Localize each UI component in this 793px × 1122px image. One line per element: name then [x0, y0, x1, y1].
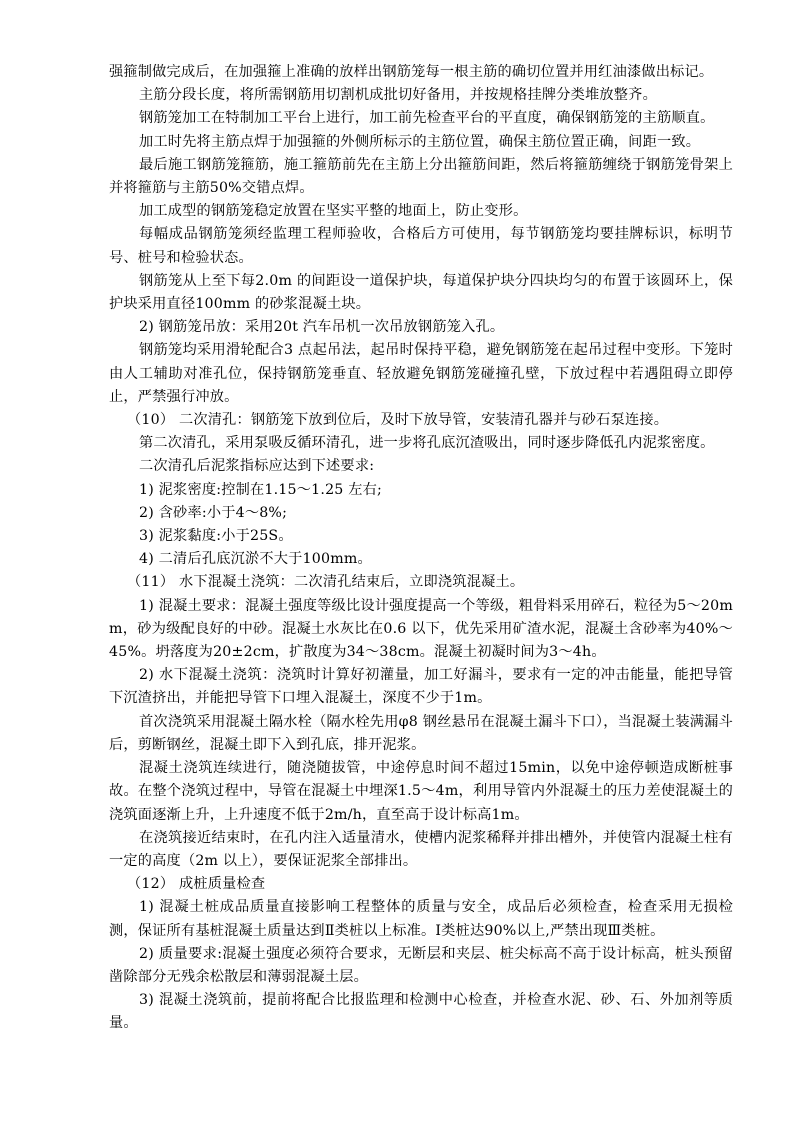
paragraph: 4) 二清后孔底沉淤不大于100mm。: [139, 551, 372, 568]
paragraph: 2) 质量要求:混凝土强度必须符合要求，无断层和夹层、桩尖标高不高于设计标高，桩头预留凿除部分无残余松散层和薄弱混凝土层。: [109, 945, 733, 985]
paragraph: 加工成型的钢筋笼稳定放置在坚实平整的地面上，防止变形。: [139, 203, 528, 220]
paragraph: 首次浇筑采用混凝土隔水栓（隔水栓先用φ8 钢丝悬吊在混凝土漏斗下口），当混凝土装满漏斗后，剪断钢丝，混凝土即下入到孔底，排开泥浆。: [109, 713, 733, 753]
paragraph: 钢筋笼加工在特制加工平台上进行，加工前先检查平台的平直度，确保钢筋笼的主筋顺直。: [139, 110, 715, 127]
paragraph: （10） 二次清孔：钢筋笼下放到位后，及时下放导管，安装清孔器并与砂石泵连接。: [127, 412, 669, 429]
paragraph: 2) 含砂率:小于4～8%;: [139, 504, 288, 521]
document-body: [109, 61, 733, 1036]
paragraph: 加工时先将主筋点焊于加强箍的外侧所标示的主筋位置，确保主筋位置正确，间距一致。: [139, 133, 701, 150]
paragraph: 强箍制做完成后，在加强箍上准确的放样出钢筋笼每一根主筋的确切位置并用红油漆做出标记。: [109, 64, 714, 80]
paragraph: 1) 混凝土要求：混凝土强度等级比设计强度提高一个等级，粗骨料采用碎石，粒径为5～20mm，砂为级配良好的中砂。混凝土水灰比在0.6 以下，优先采用矿渣水泥，混凝土含砂率为40%～45%。坍落度为20±2cm，扩散度为34～38cm。混凝土初凝时间为3～4h。: [109, 597, 733, 661]
paragraph: 第二次清孔，采用泵吸反循环清孔，进一步将孔底沉渣吸出，同时逐步降低孔内泥浆密度。: [139, 435, 715, 452]
paragraph: 2) 钢筋笼吊放：采用20t 汽车吊机一次吊放钢筋笼入孔。: [139, 319, 505, 336]
paragraph: 钢筋笼从上至下每2.0m 的间距设一道保护块，每道保护块分四块均匀的布置于该圆环上，保护块采用直径100mm 的砂浆混凝土块。: [109, 272, 733, 313]
paragraph: 1) 泥浆密度:控制在1.15～1.25 左右;: [139, 481, 382, 498]
paragraph: 钢筋笼均采用滑轮配合3 点起吊法，起吊时保持平稳，避免钢筋笼在起吊过程中变形。下笼时由人工辅助对准孔位，保持钢筋笼垂直、轻放避免钢筋笼碰撞孔壁，下放过程中若遇阻碍立即停止，严禁强行冲放。: [109, 342, 733, 405]
paragraph: 主筋分段长度，将所需钢筋用切割机成批切好备用，并按规格挂牌分类堆放整齐。: [139, 87, 657, 104]
paragraph: 最后施工钢筋笼箍筋，施工箍筋前先在主筋上分出箍筋间距，然后将箍筋缠绕于钢筋笼骨架上并将箍筋与主筋50%交错点焊。: [109, 156, 733, 197]
paragraph: 1) 混凝土桩成品质量直接影响工程整体的质量与安全，成品后必须检查，检查采用无损检测，保证所有基桩混凝土质量达到Ⅱ类桩以上标准。Ⅰ类桩达90%以上,严禁出现Ⅲ类桩。: [109, 899, 733, 939]
paragraph: 3) 泥浆黏度:小于25S。: [139, 528, 293, 545]
paragraph: 2) 水下混凝土浇筑：浇筑时计算好初灌量，加工好漏斗，要求有一定的冲击能量，能把导管下沉渣挤出，并能把导管下口埋入混凝土，深度不少于1m。: [109, 667, 733, 707]
paragraph: 在浇筑接近结束时，在孔内注入适量清水，使槽内泥浆稀释并排出槽外，并使管内混凝土柱有一定的高度（2m 以上），要保证泥浆全部排出。: [109, 829, 733, 869]
paragraph: （12） 成桩质量检查: [127, 876, 266, 893]
paragraph: 3) 混凝土浇筑前，提前将配合比报监理和检测中心检查，并检查水泥、砂、石、外加剂等质量。: [109, 992, 733, 1032]
paragraph: 每幅成品钢筋笼须经监理工程师验收，合格后方可使用，每节钢筋笼均要挂牌标识，标明节号、桩号和检验状态。: [109, 226, 733, 266]
paragraph: 混凝土浇筑连续进行，随浇随拔管，中途停息时间不超过15min，以免中途停顿造成断桩事故。在整个浇筑过程中，导管在混凝土中埋深1.5～4m，利用导管内外混凝土的压力差使混凝土的浇筑面逐渐上升，上升速度不低于2m/h，直至高于设计标高1m。: [109, 760, 733, 823]
paragraph: （11） 水下混凝土浇筑：二次清孔结束后，立即浇筑混凝土。: [127, 574, 525, 591]
paragraph: 二次清孔后泥浆指标应达到下述要求:: [139, 458, 375, 475]
